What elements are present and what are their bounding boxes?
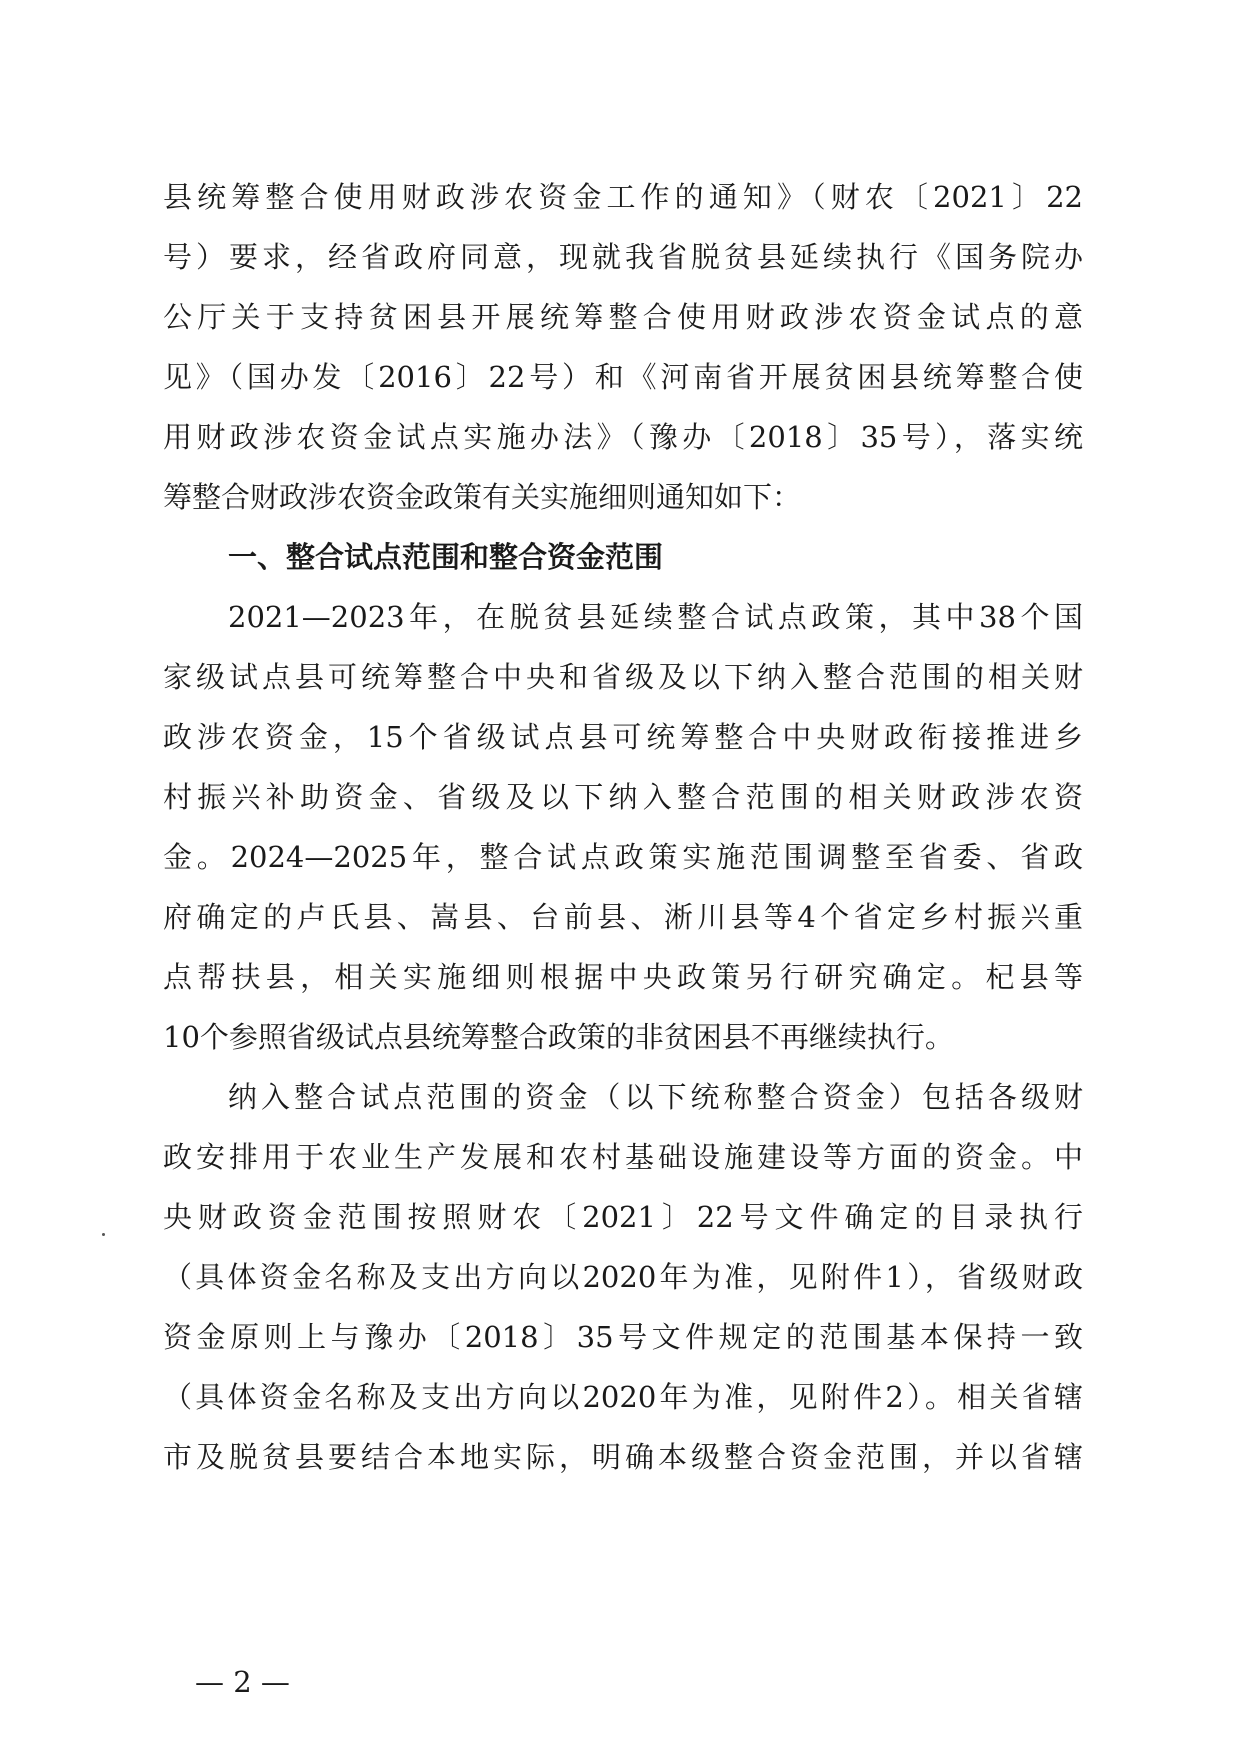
paragraph-3-line-3: 央财政资金范围按照财农〔2021〕22号文件确定的目录执行	[163, 1200, 1083, 1234]
paragraph-1-line-5: 用财政涉农资金试点实施办法》（豫办〔2018〕35号），落实统	[163, 420, 1083, 454]
paragraph-2-line-3: 政涉农资金，15个省级试点县可统筹整合中央财政衔接推进乡	[163, 720, 1083, 754]
paragraph-3-line-2: 政安排用于农业生产发展和农村基础设施建设等方面的资金。中	[163, 1140, 1083, 1174]
paragraph-2-line-1: 2021—2023年，在脱贫县延续整合试点政策，其中38个国	[228, 600, 1083, 634]
paragraph-2-line-8: 10个参照省级试点县统筹整合政策的非贫困县不再继续执行。	[163, 1020, 954, 1054]
scan-speck	[102, 1233, 105, 1236]
paragraph-3-line-7: 市及脱贫县要结合本地实际，明确本级整合资金范围，并以省辖	[163, 1440, 1083, 1474]
paragraph-3-line-1: 纳入整合试点范围的资金（以下统称整合资金）包括各级财	[228, 1080, 1083, 1114]
paragraph-1-line-3: 公厅关于支持贫困县开展统筹整合使用财政涉农资金试点的意	[163, 300, 1083, 334]
paragraph-1-line-2: 号）要求，经省政府同意，现就我省脱贫县延续执行《国务院办	[163, 240, 1083, 274]
paragraph-3-line-5: 资金原则上与豫办〔2018〕35号文件规定的范围基本保持一致	[163, 1320, 1083, 1354]
paragraph-2-line-5: 金。2024—2025年，整合试点政策实施范围调整至省委、省政	[163, 840, 1083, 874]
paragraph-2-line-6: 府确定的卢氏县、嵩县、台前县、淅川县等4个省定乡村振兴重	[163, 900, 1083, 934]
paragraph-2-line-2: 家级试点县可统筹整合中央和省级及以下纳入整合范围的相关财	[163, 660, 1083, 694]
section-heading: 一、整合试点范围和整合资金范围	[228, 540, 664, 574]
paragraph-1-line-6: 筹整合财政涉农资金政策有关实施细则通知如下：	[163, 480, 802, 514]
paragraph-2-line-7: 点帮扶县，相关实施细则根据中央政策另行研究确定。杞县等	[163, 960, 1083, 994]
paragraph-1-line-1: 县统筹整合使用财政涉农资金工作的通知》（财农〔2021〕22	[163, 180, 1083, 214]
paragraph-1-line-4: 见》（国办发〔2016〕22号）和《河南省开展贫困县统筹整合使	[163, 360, 1083, 394]
paragraph-2-line-4: 村振兴补助资金、省级及以下纳入整合范围的相关财政涉农资	[163, 780, 1083, 814]
paragraph-3-line-4: （具体资金名称及支出方向以2020年为准，见附件1），省级财政	[163, 1260, 1083, 1294]
page-number: — 2 —	[195, 1665, 290, 1699]
paragraph-3-line-6: （具体资金名称及支出方向以2020年为准，见附件2）。相关省辖	[163, 1380, 1083, 1414]
